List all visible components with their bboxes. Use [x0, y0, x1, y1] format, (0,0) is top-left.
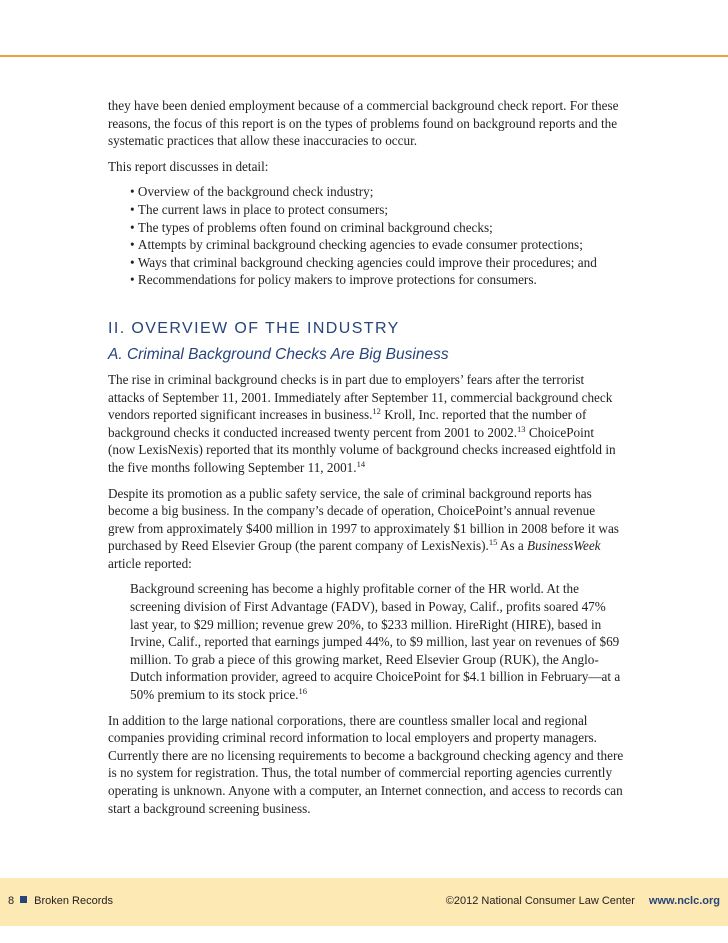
list-item: • The types of problems often found on criminal background checks; [130, 219, 624, 237]
document-title: Broken Records [34, 895, 113, 907]
footnote-ref-14: 14 [356, 458, 366, 469]
list-item: • Overview of the background check industry; [130, 183, 624, 201]
list-item: • Recommendations for policy makers to improve protections for consumers. [130, 271, 624, 289]
quote-text: Background screening has become a highly profitable corner of the HR world. At the screening division of First Advantage (FADV), based in Poway, Calif., profits soared 47% last year, to $29 million; revenue grew 20%, to $233 million. HireRight (HIRE), based in Irvine, Calif., reported that earnings jumped 44%, to $9 million, last year on revenues of $69 million. To grab a piece of this growing market, Reed Elsevier Group (RUK), the Anglo-Dutch information provider, agreed to acquire ChoicePoint for $4.1 billion in February—at a 50% premium to its stock price. [130, 581, 621, 703]
footer-left [8, 895, 113, 907]
text: Despite its promotion as a public safety service, the sale of criminal background reports has become a big business. In the company’s decade of operation, ChoicePoint’s annual revenue grew from approximately $400 million in 1997 to approximately $1 billion in 2008 before it was purchased by Reed Elsevier Group (the parent company of LexisNexis). [108, 485, 619, 554]
text: article reported: [108, 555, 192, 571]
block-quote [108, 580, 624, 703]
section-heading: II. OVERVIEW OF THE INDUSTRY [108, 319, 400, 337]
top-rule [0, 55, 728, 57]
list-item: • Attempts by criminal background checking agencies to evade consumer protections; [130, 236, 624, 254]
paragraph-report-discusses: This report discusses in detail: [108, 158, 269, 174]
website-link[interactable]: www.nclc.org [648, 895, 720, 907]
footnote-ref-16: 16 [298, 686, 307, 697]
page-number: 8 [8, 895, 15, 907]
page-content [108, 97, 624, 825]
text: Kroll, Inc. reported that the number of background checks it conducted increased twenty percent from 2001 to 2002. [108, 407, 587, 440]
copyright: ©2012 National Consumer Law Center [445, 895, 635, 907]
page-footer [0, 878, 728, 926]
topics-list [108, 183, 624, 289]
text: The rise in criminal background checks is in part due to employers’ fears after the terrorist attacks of September 11, 2001. Immediately after September 11, commercial background check vendors reported significant increases in business. [108, 371, 613, 423]
publication-name: BusinessWeek [527, 538, 601, 554]
square-bullet-icon [20, 896, 27, 903]
text: ChoicePoint (now LexisNexis) reported that its monthly volume of background checks increased eightfold in the five months following September 11, 2001. [108, 424, 616, 475]
list-item: • The current laws in place to protect consumers; [130, 201, 624, 219]
footnote-ref-12: 12 [372, 406, 381, 417]
paragraph-big-business [108, 485, 624, 573]
footnote-ref-13: 13 [517, 423, 526, 434]
subsection-heading: A. Criminal Background Checks Are Big Business [108, 345, 449, 363]
list-item: • Ways that criminal background checking agencies could improve their procedures; and [130, 254, 624, 272]
footer-right [446, 895, 720, 907]
paragraph-intro-continued: they have been denied employment because of a commercial background check report. For these reasons, the focus of this report is on the types of problems found on background reports and the systematic practices that allow these inaccuracies to occur. [108, 98, 619, 149]
paragraph-rise-in-checks [108, 371, 624, 477]
footnote-ref-15: 15 [488, 537, 498, 548]
paragraph-smaller-companies: In addition to the large national corporations, there are countless smaller local and regional companies providing criminal record information to local employers and property managers. Currently there are no licensing requirements to become a background checking agency and there is no system for registration. Thus, the total number of commercial reporting agencies currently operating is unknown. Anyone with a computer, an Internet connection, and access to records can start a background screening business. [108, 712, 624, 816]
text: As a [497, 538, 528, 554]
